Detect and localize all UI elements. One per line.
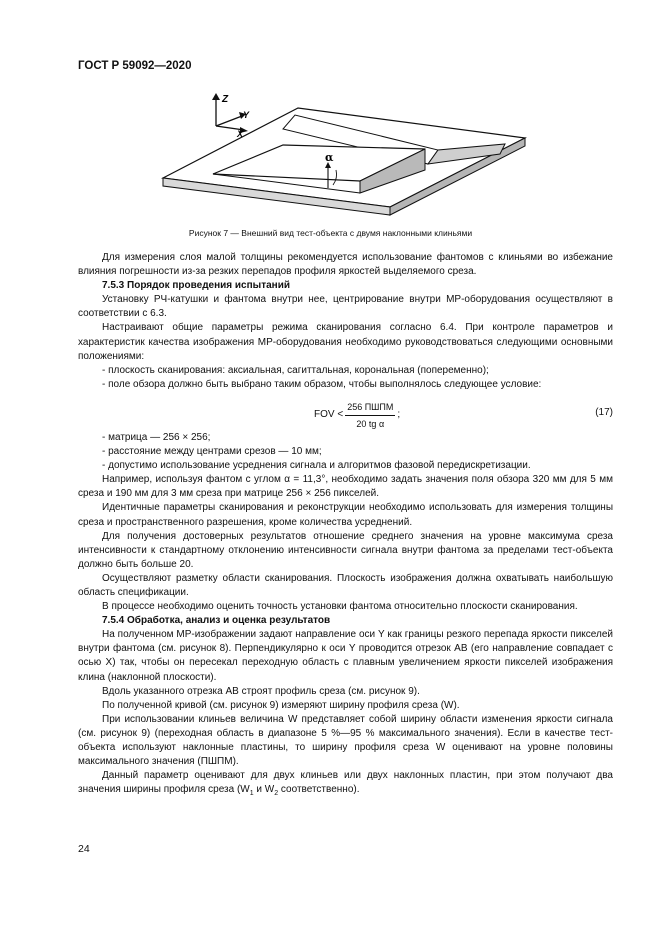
list-item: - плоскость сканирования: аксиальная, сагиттальная, корональная (попеременно); [102,364,489,376]
figure-caption: Рисунок 7 — Внешний вид тест-объекта с двумя наклонными клиньями [188,228,473,238]
paragraph [78,769,613,801]
document-header: ГОСТ Р 59092—2020 [78,60,192,72]
angle-alpha-label: α [325,151,334,164]
paragraph: Для измерения слоя малой толщины рекомендуется использование фантомов с клиньями во избежание влияния погрешности из-за резких перепадов профиля яркостей выделяемого среза. [78,252,613,278]
formula-lhs: FOV < [314,409,344,421]
list-item: - расстояние между центрами срезов — 10 мм; [102,446,322,458]
body-text [78,251,613,801]
page-number: 24 [78,843,90,855]
section-heading-7-5-3: 7.5.3 Порядок проведения испытаний [102,280,290,292]
formula-number: (17) [595,406,613,418]
list-item: - допустимо использование усреднения сигнала и алгоритмов фазовой передискретизации. [102,460,531,472]
paragraph: Настраивают общие параметры режима сканирования согласно 6.4. При контроле параметров и характеристик качества изображения МР-оборудования необходимо руководствоваться следующими основными положениями: [78,322,613,362]
formula-numerator: 256 ПШПМ [345,400,395,416]
axis-x-label: X [237,129,244,139]
paragraph: Например, используя фантом с углом α = 11,3°, необходимо задать значения поля обзора 320 мм для 5 мм среза и 190 мм для 3 мм среза при матрице 256 × 256 пикселей. [78,474,613,500]
list-item: - поле обзора должно быть выбрано таким образом, чтобы выполнялось следующее условие: [102,378,542,390]
paragraph-text: соответственно). [278,784,360,796]
formula-denominator: 20 tg α [356,419,385,430]
axis-z-label: Z [222,94,229,105]
paragraph: Идентичные параметры сканирования и реконструкции необходимо использовать для измерения толщины среза и пространственного разрешения, кроме количества усреднений. [78,502,613,528]
axis-y-label: Y [243,110,250,120]
subscript-1: 1 [249,790,254,798]
list-item: - матрица — 256 × 256; [102,431,211,443]
paragraph: Установку РЧ-катушки и фантома внутри нее, центрирование внутри МР-оборудования осуществляют в соответствии с 6.3. [78,294,613,320]
paragraph-text: и W [253,784,275,796]
subscript-2: 2 [274,790,279,798]
section-heading-7-5-4: 7.5.4 Обработка, анализ и оценка результатов [102,615,331,627]
paragraph: На полученном МР-изображении задают направление оси Y как границы резкого перепада яркости пикселей внутри фантома (см. рисунок 8). Перпендикулярно к оси Y проводится отрезок АВ (его направление совпадает с осью X) так, чтобы он пересекал переходную область с плавным увеличением яркости пикселей изображения клина (наклонной плоскости). [78,629,613,683]
paragraph: По полученной кривой (см. рисунок 9) измеряют ширину профиля среза (W). [102,699,460,711]
paragraph: При использовании клиньев величина W представляет собой ширину области изменения яркости сигнала (см. рисунок 9) (переходная область в диапазоне 5 %—95 % максимального значения). Если в качестве тест-объекта используют наклонные пластины, то ширину профиля среза W оценивают на уровне половины максимального значения (ПШПМ). [78,713,613,768]
figure-7-wedge-phantom [150,82,550,222]
formula-fraction [345,400,395,431]
paragraph: Для получения достоверных результатов отношение среднего значения на уровне максимума среза интенсивности к стандартному отклонению интенсивности сигнала внутри фантома за пределами тест-объекта должно быть больше 20. [78,530,613,570]
formula-17 [78,395,613,429]
paragraph: Вдоль указанного отрезка АВ строят профиль среза (см. рисунок 9). [102,685,420,697]
paragraph-text: Данный параметр оценивают для двух клиньев или двух наклонных пластин, при этом получают два значения ширины профиля среза (W [78,770,613,796]
paragraph: Осуществляют разметку области сканирования. Плоскость изображения должна охватывать наибольшую область спецификации. [78,572,613,598]
formula-tail: ; [397,409,401,421]
paragraph: В процессе необходимо оценить точность установки фантома относительно плоскости сканирования. [102,601,578,613]
